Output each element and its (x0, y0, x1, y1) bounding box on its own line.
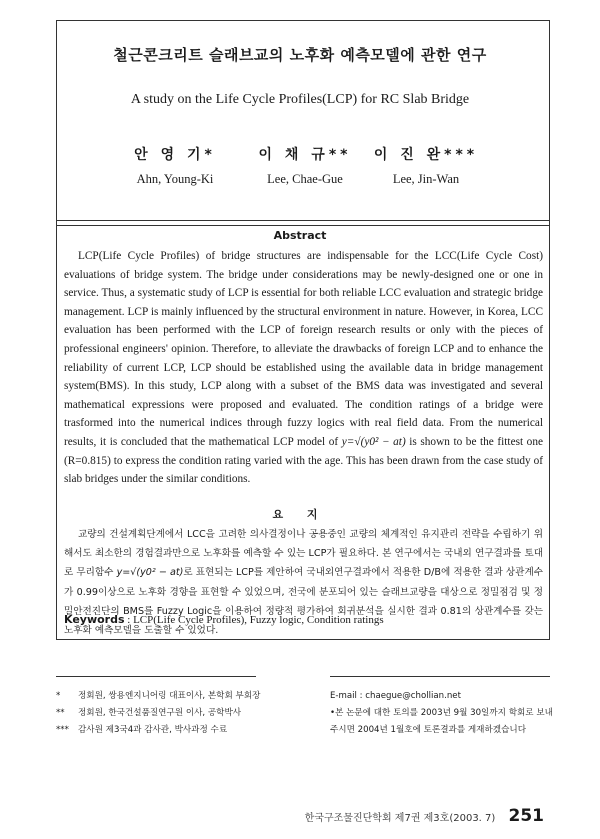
korean-summary-text-continued: 로 표현되는 LCP를 제안하여 국내외연구결과에서 적용한 D/B에 적용한 결과 상관계수가 0.99이상으로 노후화 경향을 표현할 수 있었으며, 전국에 분포되어 있는 슬래브교량을 대상으로 정밀점검 및 정밀안전진단의 BMS를 Fuzzy Logic을 이용하여 정량적 평가하여 회귀분석을 실시한 결과 0.81의 상관계수를 갖는 노후화 예측모델을 도출할 수 있었다. (64, 567, 543, 637)
page-footer (305, 806, 544, 826)
email-text: E-mail : chaegue@chollian.net (330, 691, 461, 701)
author-name-english: Lee, Jin-Wan (392, 172, 460, 186)
author-name-english: Lee, Chae-Gue (267, 172, 343, 186)
footnote-item (330, 705, 553, 722)
keywords-line (64, 613, 384, 626)
author-name-korean: 안 영 기* (134, 147, 216, 163)
abstract-body (64, 247, 543, 489)
author-name-korean: 이 진 완*** (373, 147, 479, 163)
footnote-item (56, 722, 316, 739)
footnote-divider-left (56, 676, 256, 677)
footnote-mark: • (330, 708, 336, 718)
footnote-divider-right (330, 676, 550, 677)
author-list (0, 144, 600, 194)
abstract-text-continued: is shown to be the fittest one (R=0.815) to express the condition rating varied with the age. This has been drawn from the case study of slab bridges under the similar conditions. (64, 435, 543, 486)
paper-title-korean: 철근콘크리트 슬래브교의 노후화 예측모델에 관한 연구 (113, 46, 487, 64)
abstract-paragraph (64, 247, 543, 489)
page-number: 251 (508, 806, 544, 826)
abstract-text: LCP(Life Cycle Profiles) of bridge structures are indispensable for the LCC(Life Cycle Cost) evaluations of bridge system. The bridge under considerations may be newly-designed one or one in service. Thus, a systematic study of LCP is essential for both reliable LCC evaluation and strategic bridge management. LCP is mainly influenced by the structural environment in nature. However, in Korea, LCC evaluation has been performed with the LCP of foreign research results or only with the pieces of professional engineers' opinion. Therefore, to alleviate the drawbacks of foreign LCP and to enhance the reliability of current LCP, LCP should be established using the available data in bridge management system(BMS). In this study, LCP along with a subset of the BMS data was investigated and several mathematical expressions were proposed and evaluated. The condition ratings of a bridge were trasformed into the numerical indices through fuzzy logics with real field data. From the numerical results, it is concluded that the mathematical LCP model of (64, 250, 543, 448)
footnote-item (56, 705, 316, 722)
footnote-text: 정회원, 한국건설품질연구원 이사, 공학박사 (78, 708, 242, 718)
author-affiliations (56, 688, 316, 739)
footnote-item (330, 722, 550, 739)
footnote-text: 감사원 제3국4과 감사관, 박사과정 수료 (78, 725, 228, 735)
contact-notes (330, 688, 553, 739)
author-name-korean: 이 채 규** (258, 147, 352, 163)
footnote-item (330, 688, 550, 705)
footnote-mark: * (56, 691, 61, 701)
lcp-formula: y=√(y0² − at) (341, 435, 406, 448)
footnote-item (56, 688, 316, 705)
author-3 (346, 144, 506, 187)
footnote-mark: *** (56, 725, 69, 735)
author-name-english: Ahn, Young-Ki (136, 172, 214, 186)
keywords-label: Keywords (64, 613, 125, 626)
journal-citation: 한국구조물진단학회 제7권 제3호(2003. 7) (304, 813, 496, 824)
korean-summary-text: 교량의 건설계획단계에서 LCC을 고려한 의사결정이나 공용중인 교량의 체계적인 유지관리 전략을 수립하기 위해서도 최소한의 경험결과만으로 노후화를 예측할 수 있는 LCP가 필요하다. 본 연구에서는 국내외 연구결과를 토대로 무리함수 (64, 529, 543, 579)
korean-summary-heading: 요 지 (272, 508, 328, 521)
footnote-text: 정회원, 쌍용엔지니어링 대표이사, 본학회 부회장 (78, 691, 261, 701)
keywords-text: : LCP(Life Cycle Profiles), Fuzzy logic, Condition ratings (127, 614, 384, 626)
footnote-text: 본 논문에 대한 토의를 2003년 9월 30일까지 학회로 보내 (335, 708, 553, 718)
korean-lcp-formula: y=√(y0² − at) (116, 567, 184, 579)
footnote-text: 주시면 2004년 1월호에 토론결과를 게재하겠습니다 (330, 725, 526, 735)
paper-title-english: A study on the Life Cycle Profiles(LCP) for RC Slab Bridge (130, 92, 470, 107)
abstract-heading: Abstract (273, 229, 327, 242)
footnote-mark: ** (56, 708, 65, 718)
